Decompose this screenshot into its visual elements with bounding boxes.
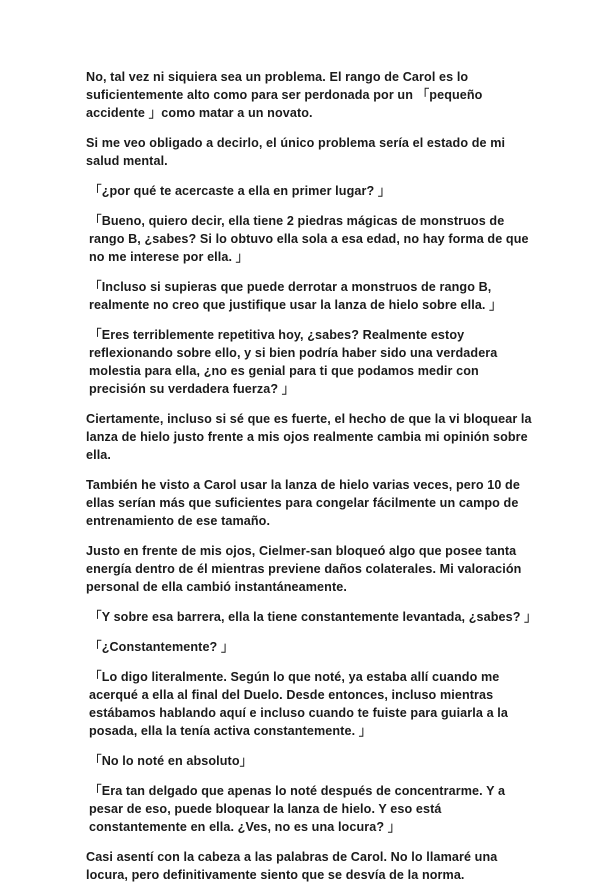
dialog-line-1: 「¿por qué te acercaste a ella en primer lugar? 」 [89,184,391,198]
body-text [86,68,537,896]
dialog-line-4: 「Eres terriblemente repetitiva hoy, ¿sabes? Realmente estoy reflexionando sobre ello, y si bien podría haber sido una verdadera molestia para ella, ¿no es genial para ti que podamos medir con precisión su verdadera fuerza? 」 [89,328,498,396]
dialog-line-6: 「¿Constantemente? 」 [89,640,234,654]
dialog-line-5: 「Y sobre esa barrera, ella la tiene constantemente levantada, ¿sabes? 」 [89,610,537,624]
dialog-line-2: 「Bueno, quiero decir, ella tiene 2 piedras mágicas de monstruos de rango B, ¿sabes? Si lo obtuvo ella sola a esa edad, no hay forma de que no me interese por ella. 」 [89,214,529,264]
paragraph-5: Justo en frente de mis ojos, Cielmer-san bloqueó algo que posee tanta energía dentro de él mientras previene daños colaterales. Mi valoración personal de ella cambió instantáneamente. [86,544,522,594]
paragraph-2: Si me veo obligado a decirlo, el único problema sería el estado de mi salud mental. [86,136,506,168]
paragraph-4: También he visto a Carol usar la lanza de hielo varias veces, pero 10 de ellas serían más que suficientes para congelar fácilmente un campo de entrenamiento de ese tamaño. [86,478,520,528]
dialog-line-9: 「Era tan delgado que apenas lo noté después de concentrarme. Y a pesar de eso, puede bloquear la lanza de hielo. Y eso está constantemente en ella. ¿Ves, no es una locura? 」 [89,784,506,834]
paragraph-1: No, tal vez ni siquiera sea un problema. El rango de Carol es lo suficientemente alto como para ser perdonada por un 「pequeño accidente 」como matar a un novato. [86,70,483,120]
paragraph-6: Casi asentí con la cabeza a las palabras de Carol. No lo llamaré una locura, pero definitivamente siento que se desvía de la norma. [86,850,498,882]
dialog-line-3: 「Incluso si supieras que puede derrotar a monstruos de rango B, realmente no creo que justifique usar la lanza de hielo sobre ella. 」 [89,280,502,312]
dialog-line-7: 「Lo digo literalmente. Según lo que noté, ya estaba allí cuando me acerqué a ella al final del Duelo. Desde entonces, incluso mientras estábamos hablando aquí e incluso cuando te fuiste para guiarla a la posada, ella la tenía activa constantemente. 」 [89,670,508,738]
paragraph-3: Ciertamente, incluso si sé que es fuerte, el hecho de que la vi bloquear la lanza de hielo justo frente a mis ojos realmente cambia mi opinión sobre ella. [86,412,532,462]
dialog-line-8: 「No lo noté en absoluto」 [89,754,253,768]
